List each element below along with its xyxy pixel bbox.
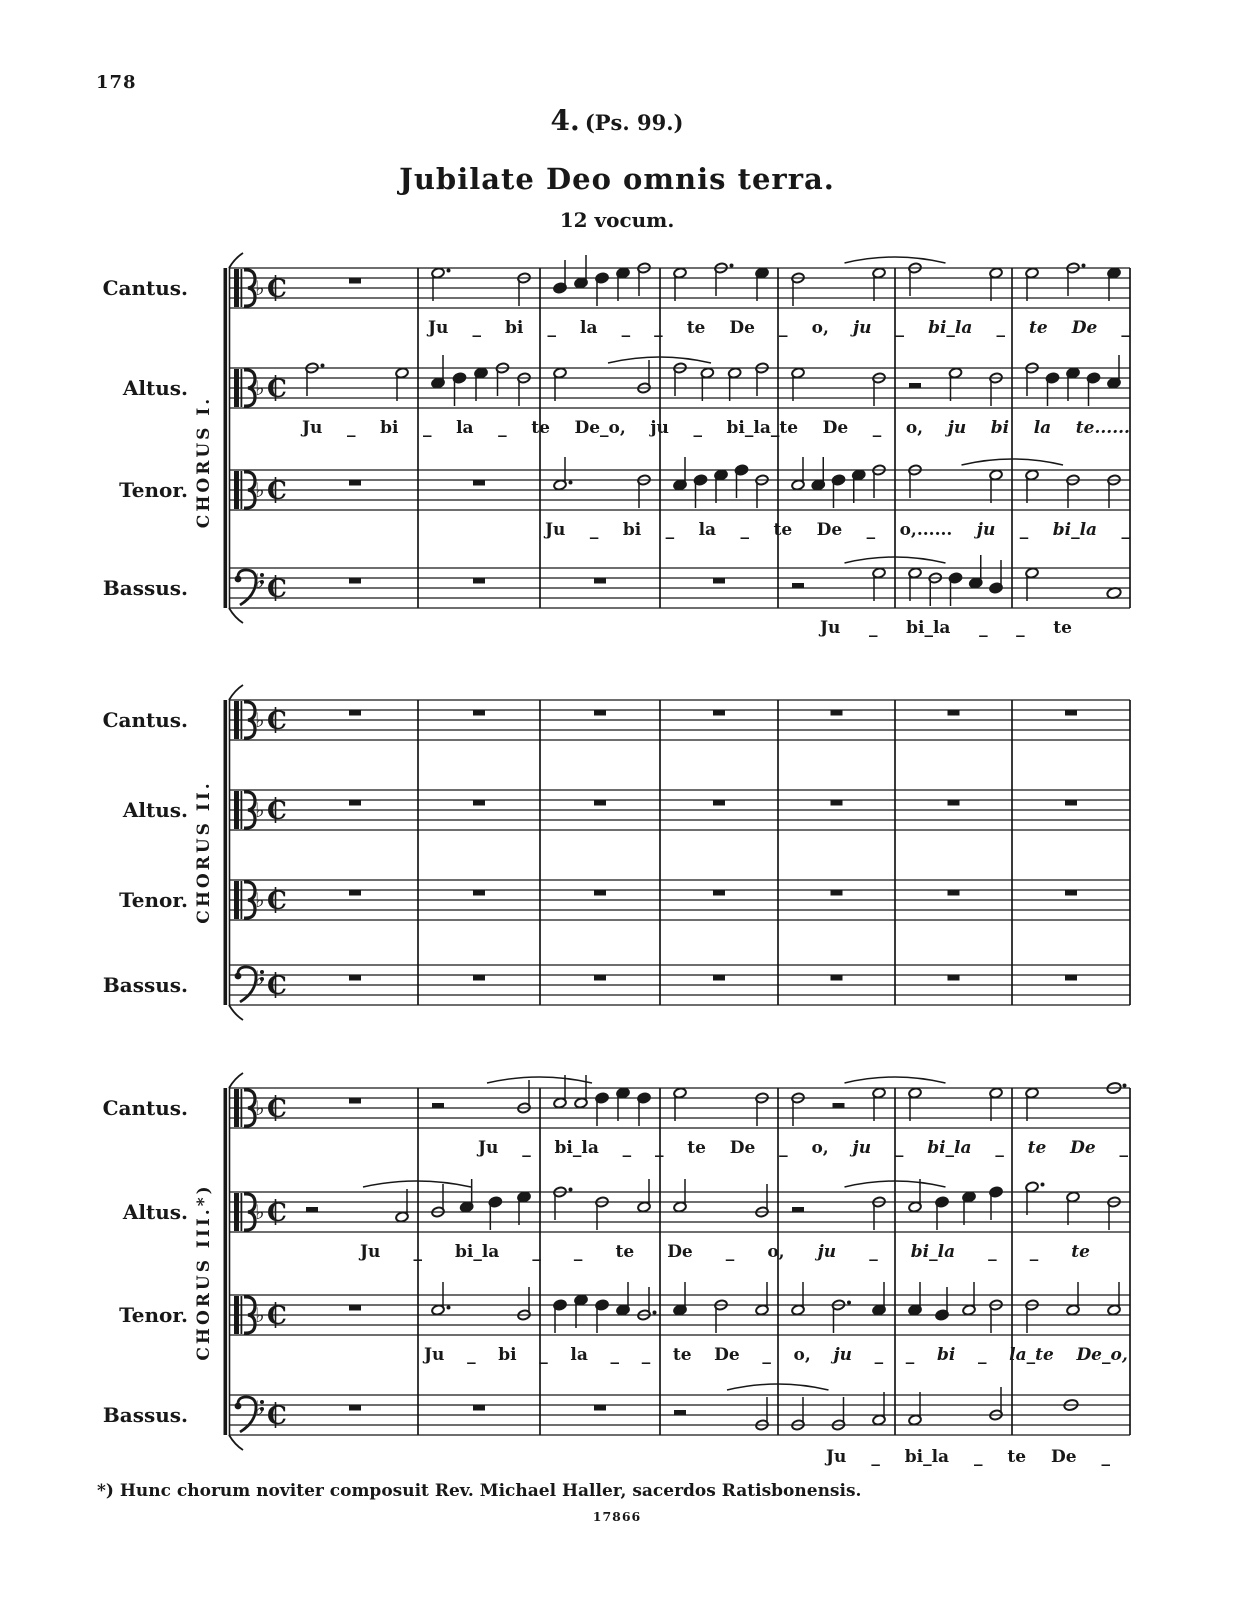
svg-text:♭: ♭ <box>255 1096 265 1120</box>
voice-label: Tenor. <box>119 1303 188 1327</box>
lyric-syllable: _ <box>622 1138 632 1158</box>
lyric-syllable: Ju <box>478 1138 499 1158</box>
lyric-syllable: bi_la <box>927 1138 972 1158</box>
lyric-syllable: bi <box>380 418 399 438</box>
svg-text:♭: ♭ <box>255 966 265 990</box>
lyric-syllable: bi <box>505 318 524 338</box>
lyric-syllable: _ <box>423 418 432 438</box>
chorus-system-1 <box>224 253 1131 623</box>
lyric-syllable: _ <box>539 1345 548 1365</box>
svg-text:C: C <box>267 706 287 735</box>
lyric-syllable: _ <box>472 318 481 338</box>
lyric-syllable: ju <box>833 1345 852 1365</box>
voice-label: Cantus. <box>102 708 188 732</box>
lyric-syllable: o, <box>793 1345 811 1365</box>
svg-text:C: C <box>267 1301 287 1330</box>
lyric-syllable: Ju <box>545 520 566 540</box>
svg-text:C: C <box>267 1198 287 1227</box>
lyrics-cantus <box>428 318 1130 338</box>
lyric-syllable: bi_la <box>910 1242 956 1262</box>
lyric-syllable: De <box>816 520 843 540</box>
voice-label: Altus. <box>122 1200 188 1224</box>
lyric-syllable: bi_la <box>928 318 973 338</box>
lyric-syllable: te...... <box>1075 418 1130 438</box>
page-number: 178 <box>96 72 137 93</box>
lyric-syllable: _ <box>346 418 356 438</box>
lyric-syllable: _ <box>610 1345 620 1365</box>
lyric-syllable: bi_la <box>455 1242 500 1262</box>
lyric-syllable: bi_la <box>906 618 951 638</box>
lyric-syllable: _ <box>895 318 905 338</box>
staff-altus <box>230 790 1130 830</box>
staff-bassus <box>230 965 1130 1005</box>
voice-label: Bassus. <box>102 973 188 997</box>
lyric-syllable: _ <box>621 318 631 338</box>
staff-tenor <box>230 1282 1130 1335</box>
lyric-syllable: _ <box>740 520 750 540</box>
lyric-syllable: _ <box>547 318 556 338</box>
lyrics-cantus <box>478 1138 1128 1158</box>
svg-text:C: C <box>267 886 287 915</box>
lyric-syllable: bi_la <box>904 1447 950 1467</box>
chorus-label: CHORUS III.*) <box>194 1183 214 1361</box>
svg-text:C: C <box>267 1094 287 1123</box>
staff-cantus <box>230 700 1130 740</box>
svg-text:C: C <box>267 574 287 603</box>
staff-altus <box>230 1179 1130 1232</box>
lyric-syllable: De <box>1070 1138 1096 1158</box>
lyric-syllable: _ <box>1016 618 1025 638</box>
lyric-syllable: _ <box>871 1447 880 1467</box>
lyric-syllable: _ <box>413 1242 422 1262</box>
lyric-syllable: _ <box>995 1138 1004 1158</box>
svg-text:♭: ♭ <box>255 376 265 400</box>
svg-text:C: C <box>267 374 287 403</box>
lyric-syllable: De <box>1071 318 1098 338</box>
lyric-syllable: _ <box>1121 318 1130 338</box>
svg-text:♭: ♭ <box>255 1396 265 1420</box>
movement-number: 4. <box>550 104 580 137</box>
lyric-syllable: _ <box>874 1345 884 1365</box>
lyric-syllable: la <box>570 1345 588 1365</box>
svg-text:♭: ♭ <box>255 798 265 822</box>
svg-text:♭: ♭ <box>255 1200 265 1224</box>
lyric-syllable: la <box>698 520 717 540</box>
lyric-syllable: _ <box>725 1242 735 1262</box>
lyric-syllable: ju <box>976 520 996 540</box>
lyric-syllable: _ <box>498 418 507 438</box>
voice-label: Cantus. <box>102 276 188 300</box>
lyric-syllable: Ju <box>302 418 323 438</box>
lyric-syllable: De <box>729 318 755 338</box>
lyric-syllable: De <box>822 418 849 438</box>
lyric-syllable: _ <box>974 1447 983 1467</box>
lyric-syllable: Ju <box>360 1242 381 1262</box>
lyric-syllable: _ <box>779 1138 788 1158</box>
footnote: *) Hunc chorum noviter composuit Rev. Michael Haller, sacerdos Ratisbonensis. <box>97 1481 862 1501</box>
lyric-syllable: la <box>456 418 474 438</box>
lyric-syllable: _ <box>1121 520 1130 540</box>
voice-label: Tenor. <box>119 478 188 502</box>
lyric-syllable: la_te <box>1009 1345 1054 1365</box>
voice-label: Altus. <box>122 376 188 400</box>
lyric-syllable: ju <box>852 1138 872 1158</box>
lyric-syllable: te <box>672 1345 692 1365</box>
svg-text:C: C <box>267 274 287 303</box>
svg-text:♭: ♭ <box>255 1303 265 1327</box>
svg-text:C: C <box>267 796 287 825</box>
voice-label: Bassus. <box>102 576 188 600</box>
lyric-syllable: _ <box>905 1345 915 1365</box>
lyric-syllable: De_o, <box>574 418 626 438</box>
lyric-syllable: _ <box>977 1345 987 1365</box>
lyric-syllable: _ <box>1119 1138 1128 1158</box>
chorus-label: CHORUS II. <box>194 780 214 924</box>
lyric-syllable: bi <box>622 520 642 540</box>
lyric-syllable: _ <box>996 318 1005 338</box>
chorus-system-2 <box>224 685 1131 1020</box>
lyric-syllable: te <box>615 1242 635 1262</box>
lyrics-tenor <box>424 1345 1128 1365</box>
lyric-syllable: o, <box>811 318 829 338</box>
staff-bassus <box>230 1384 1130 1435</box>
lyric-syllable: _ <box>654 318 663 338</box>
lyric-syllable: bi <box>990 418 1010 438</box>
movement-psalm-reference: (Ps. 99.) <box>584 110 684 135</box>
svg-text:♭: ♭ <box>255 478 265 502</box>
lyric-syllable: De <box>1051 1447 1077 1467</box>
lyric-syllable: _ <box>641 1345 651 1365</box>
lyric-syllable: ju <box>852 318 872 338</box>
voices-subtitle: 12 vocum. <box>559 208 675 232</box>
lyric-syllable: te <box>531 418 550 438</box>
lyric-syllable: te <box>1029 318 1048 338</box>
lyric-syllable: De <box>714 1345 740 1365</box>
lyric-syllable: _ <box>573 1242 583 1262</box>
lyric-syllable: te <box>1027 1138 1047 1158</box>
lyric-syllable: Ju <box>424 1345 445 1365</box>
lyric-syllable: te <box>687 1138 706 1158</box>
lyrics-altus <box>302 418 1130 438</box>
lyric-syllable: o, <box>767 1242 785 1262</box>
lyric-syllable: ju <box>817 1242 837 1262</box>
voice-label: Altus. <box>122 798 188 822</box>
lyric-syllable: _ <box>665 520 675 540</box>
svg-text:♭: ♭ <box>255 276 265 300</box>
lyric-syllable: _ <box>589 520 599 540</box>
lyric-syllable: _ <box>532 1242 541 1262</box>
voice-label: Cantus. <box>102 1096 188 1120</box>
lyric-syllable: _ <box>988 1242 997 1262</box>
lyric-syllable: _ <box>762 1345 771 1365</box>
lyric-syllable: ju <box>650 418 669 438</box>
lyric-syllable: _ <box>779 318 788 338</box>
piece-title: Jubilate Deo omnis terra. <box>399 162 835 196</box>
lyrics-bassus <box>820 618 1072 638</box>
voice-label: Bassus. <box>102 1403 188 1427</box>
lyric-syllable: De <box>729 1138 756 1158</box>
lyric-syllable: bi_la <box>554 1138 599 1158</box>
lyric-syllable: te <box>686 318 706 338</box>
staff-cantus <box>230 1075 1130 1128</box>
lyric-syllable: te <box>773 520 793 540</box>
lyric-syllable: bi <box>498 1345 517 1365</box>
lyric-syllable: _ <box>979 618 988 638</box>
lyric-syllable: te <box>1007 1447 1027 1467</box>
lyric-syllable: la <box>580 318 598 338</box>
lyric-syllable: _ <box>522 1138 531 1158</box>
lyric-syllable: ju <box>947 418 967 438</box>
lyric-syllable: Ju <box>820 618 841 638</box>
staff-altus <box>230 355 1130 408</box>
svg-text:♭: ♭ <box>255 888 265 912</box>
chorus-label: CHORUS I. <box>194 395 214 529</box>
lyric-syllable: o, <box>905 418 924 438</box>
lyric-syllable: la <box>1033 418 1052 438</box>
lyric-syllable: o, <box>811 1138 829 1158</box>
staff-cantus <box>230 255 1130 308</box>
lyric-syllable: De <box>667 1242 693 1262</box>
lyric-syllable: Ju <box>428 318 449 338</box>
plate-number: 17866 <box>592 1509 642 1524</box>
lyric-syllable: te <box>1071 1242 1090 1262</box>
lyric-syllable: _ <box>894 1138 904 1158</box>
svg-text:C: C <box>267 476 287 505</box>
lyric-syllable: _ <box>869 1242 878 1262</box>
staff-tenor <box>230 457 1130 510</box>
lyric-syllable: _ <box>1029 1242 1039 1262</box>
lyric-syllable: bi_la <box>1052 520 1098 540</box>
voice-label: Tenor. <box>119 888 188 912</box>
lyric-syllable: _ <box>869 618 878 638</box>
lyric-syllable: bi <box>936 1345 956 1365</box>
svg-text:♭: ♭ <box>255 708 265 732</box>
lyric-syllable: o,...... <box>899 520 953 540</box>
lyric-syllable: _ <box>654 1138 664 1158</box>
svg-text:C: C <box>267 971 287 1000</box>
lyric-syllable: te <box>1053 618 1072 638</box>
svg-text:♭: ♭ <box>255 569 265 593</box>
lyrics-tenor <box>545 520 1130 540</box>
lyric-syllable: De_o, <box>1076 1345 1128 1365</box>
lyric-syllable: _ <box>693 418 702 438</box>
lyric-syllable: _ <box>1101 1447 1110 1467</box>
lyric-syllable: _ <box>872 418 882 438</box>
lyric-syllable: Ju <box>826 1447 847 1467</box>
staff-bassus <box>230 555 1130 608</box>
lyric-syllable: _ <box>467 1345 476 1365</box>
lyrics-bassus <box>826 1447 1110 1467</box>
lyric-syllable: _ <box>1019 520 1029 540</box>
lyric-syllable: _ <box>866 520 876 540</box>
svg-text:C: C <box>267 1401 287 1430</box>
lyric-syllable: bi_la_te <box>726 418 799 438</box>
lyrics-altus <box>360 1242 1090 1262</box>
staff-tenor <box>230 880 1130 920</box>
